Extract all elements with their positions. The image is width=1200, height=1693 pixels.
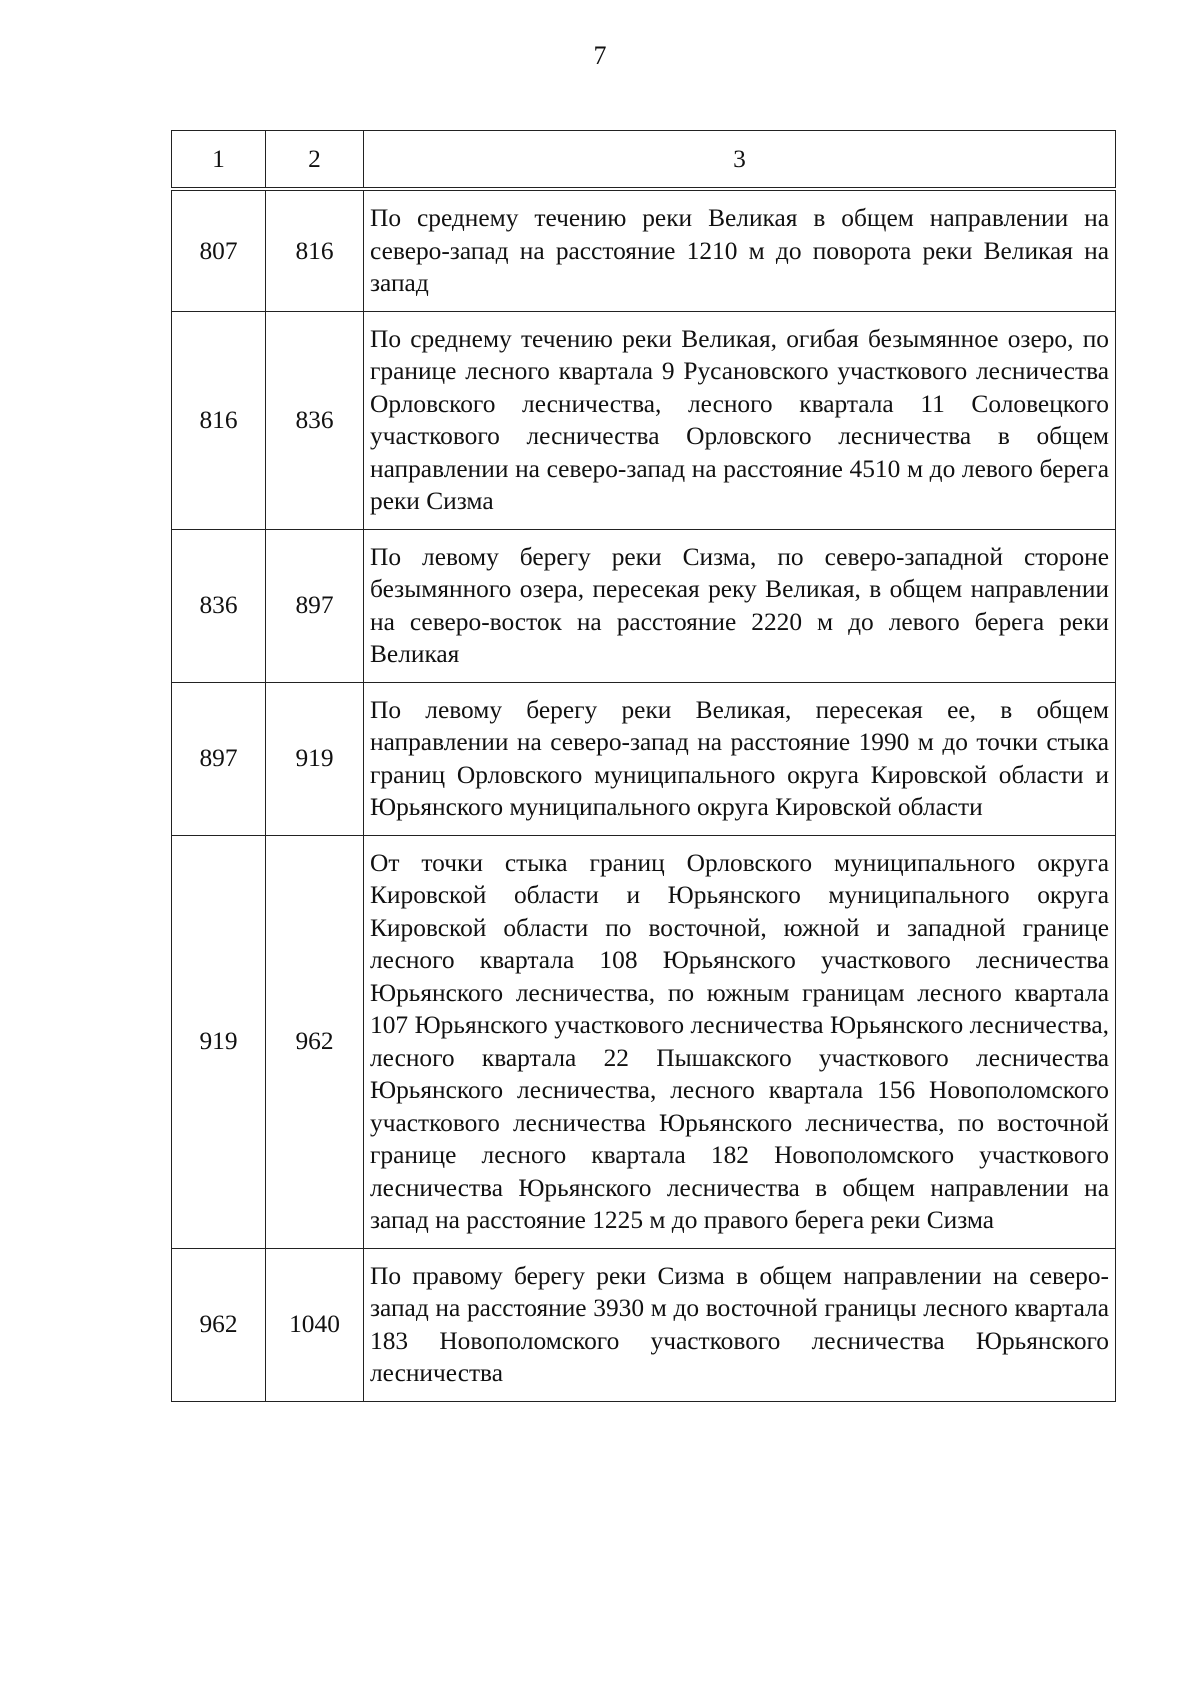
boundary-description-table	[171, 130, 1116, 1402]
description-cell: По среднему течению реки Великая, огибая безымянное озеро, по границе лесного квартала 9 Русановского участкового лесничества Орловского лесничества, лесного квартала 11 Соловецкого участкового лесничества Орловского лесничества в общем направлении на северо-запад на расстояние 4510 м до левого берега реки Сизма	[364, 311, 1116, 529]
column-header-2: 2	[266, 131, 364, 190]
from-point-cell: 919	[172, 835, 266, 1248]
from-point-cell: 962	[172, 1248, 266, 1401]
table-row	[172, 682, 1116, 835]
to-point-cell: 836	[266, 311, 364, 529]
to-point-cell: 816	[266, 189, 364, 311]
table-row	[172, 311, 1116, 529]
from-point-cell: 897	[172, 682, 266, 835]
table-row	[172, 1248, 1116, 1401]
description-cell: По левому берегу реки Сизма, по северо-западной стороне безымянного озера, пересекая реку Великая, в общем направлении на северо-восток на расстояние 2220 м до левого берега реки Великая	[364, 529, 1116, 682]
description-cell: По среднему течению реки Великая в общем направлении на северо-запад на расстояние 1210 м до поворота реки Великая на запад	[364, 189, 1116, 311]
table-row	[172, 189, 1116, 311]
page-number: 7	[593, 41, 607, 70]
to-point-cell: 919	[266, 682, 364, 835]
description-cell: По правому берегу реки Сизма в общем направлении на северо-запад на расстояние 3930 м до восточной границы лесного квартала 183 Новополомского участкового лесничества Юрьянского лесничества	[364, 1248, 1116, 1401]
table-row	[172, 835, 1116, 1248]
description-cell: По левому берегу реки Великая, пересекая ее, в общем направлении на северо-запад на расстояние 1990 м до точки стыка границ Орловского муниципального округа Кировской области и Юрьянского муниципального округа Кировской области	[364, 682, 1116, 835]
from-point-cell: 816	[172, 311, 266, 529]
table-row	[172, 529, 1116, 682]
column-header-3: 3	[364, 131, 1116, 190]
description-cell: От точки стыка границ Орловского муниципального округа Кировской области и Юрьянского муниципального округа Кировской области по восточной, южной и западной границе лесного квартала 108 Юрьянского участкового лесничества Юрьянского лесничества, по южным границам лесного квартала 107 Юрьянского участкового лесничества Юрьянского лесничества, лесного квартала 22 Пышакского участкового лесничества Юрьянского лесничества, лесного квартала 156 Новополомского участкового лесничества Юрьянского лесничества, по восточной границе лесного квартала 182 Новополомского участкового лесничества Юрьянского лесничества в общем направлении на запад на расстояние 1225 м до правого берега реки Сизма	[364, 835, 1116, 1248]
from-point-cell: 836	[172, 529, 266, 682]
table-header-row	[172, 131, 1116, 190]
to-point-cell: 897	[266, 529, 364, 682]
column-header-1: 1	[172, 131, 266, 190]
to-point-cell: 1040	[266, 1248, 364, 1401]
to-point-cell: 962	[266, 835, 364, 1248]
from-point-cell: 807	[172, 189, 266, 311]
